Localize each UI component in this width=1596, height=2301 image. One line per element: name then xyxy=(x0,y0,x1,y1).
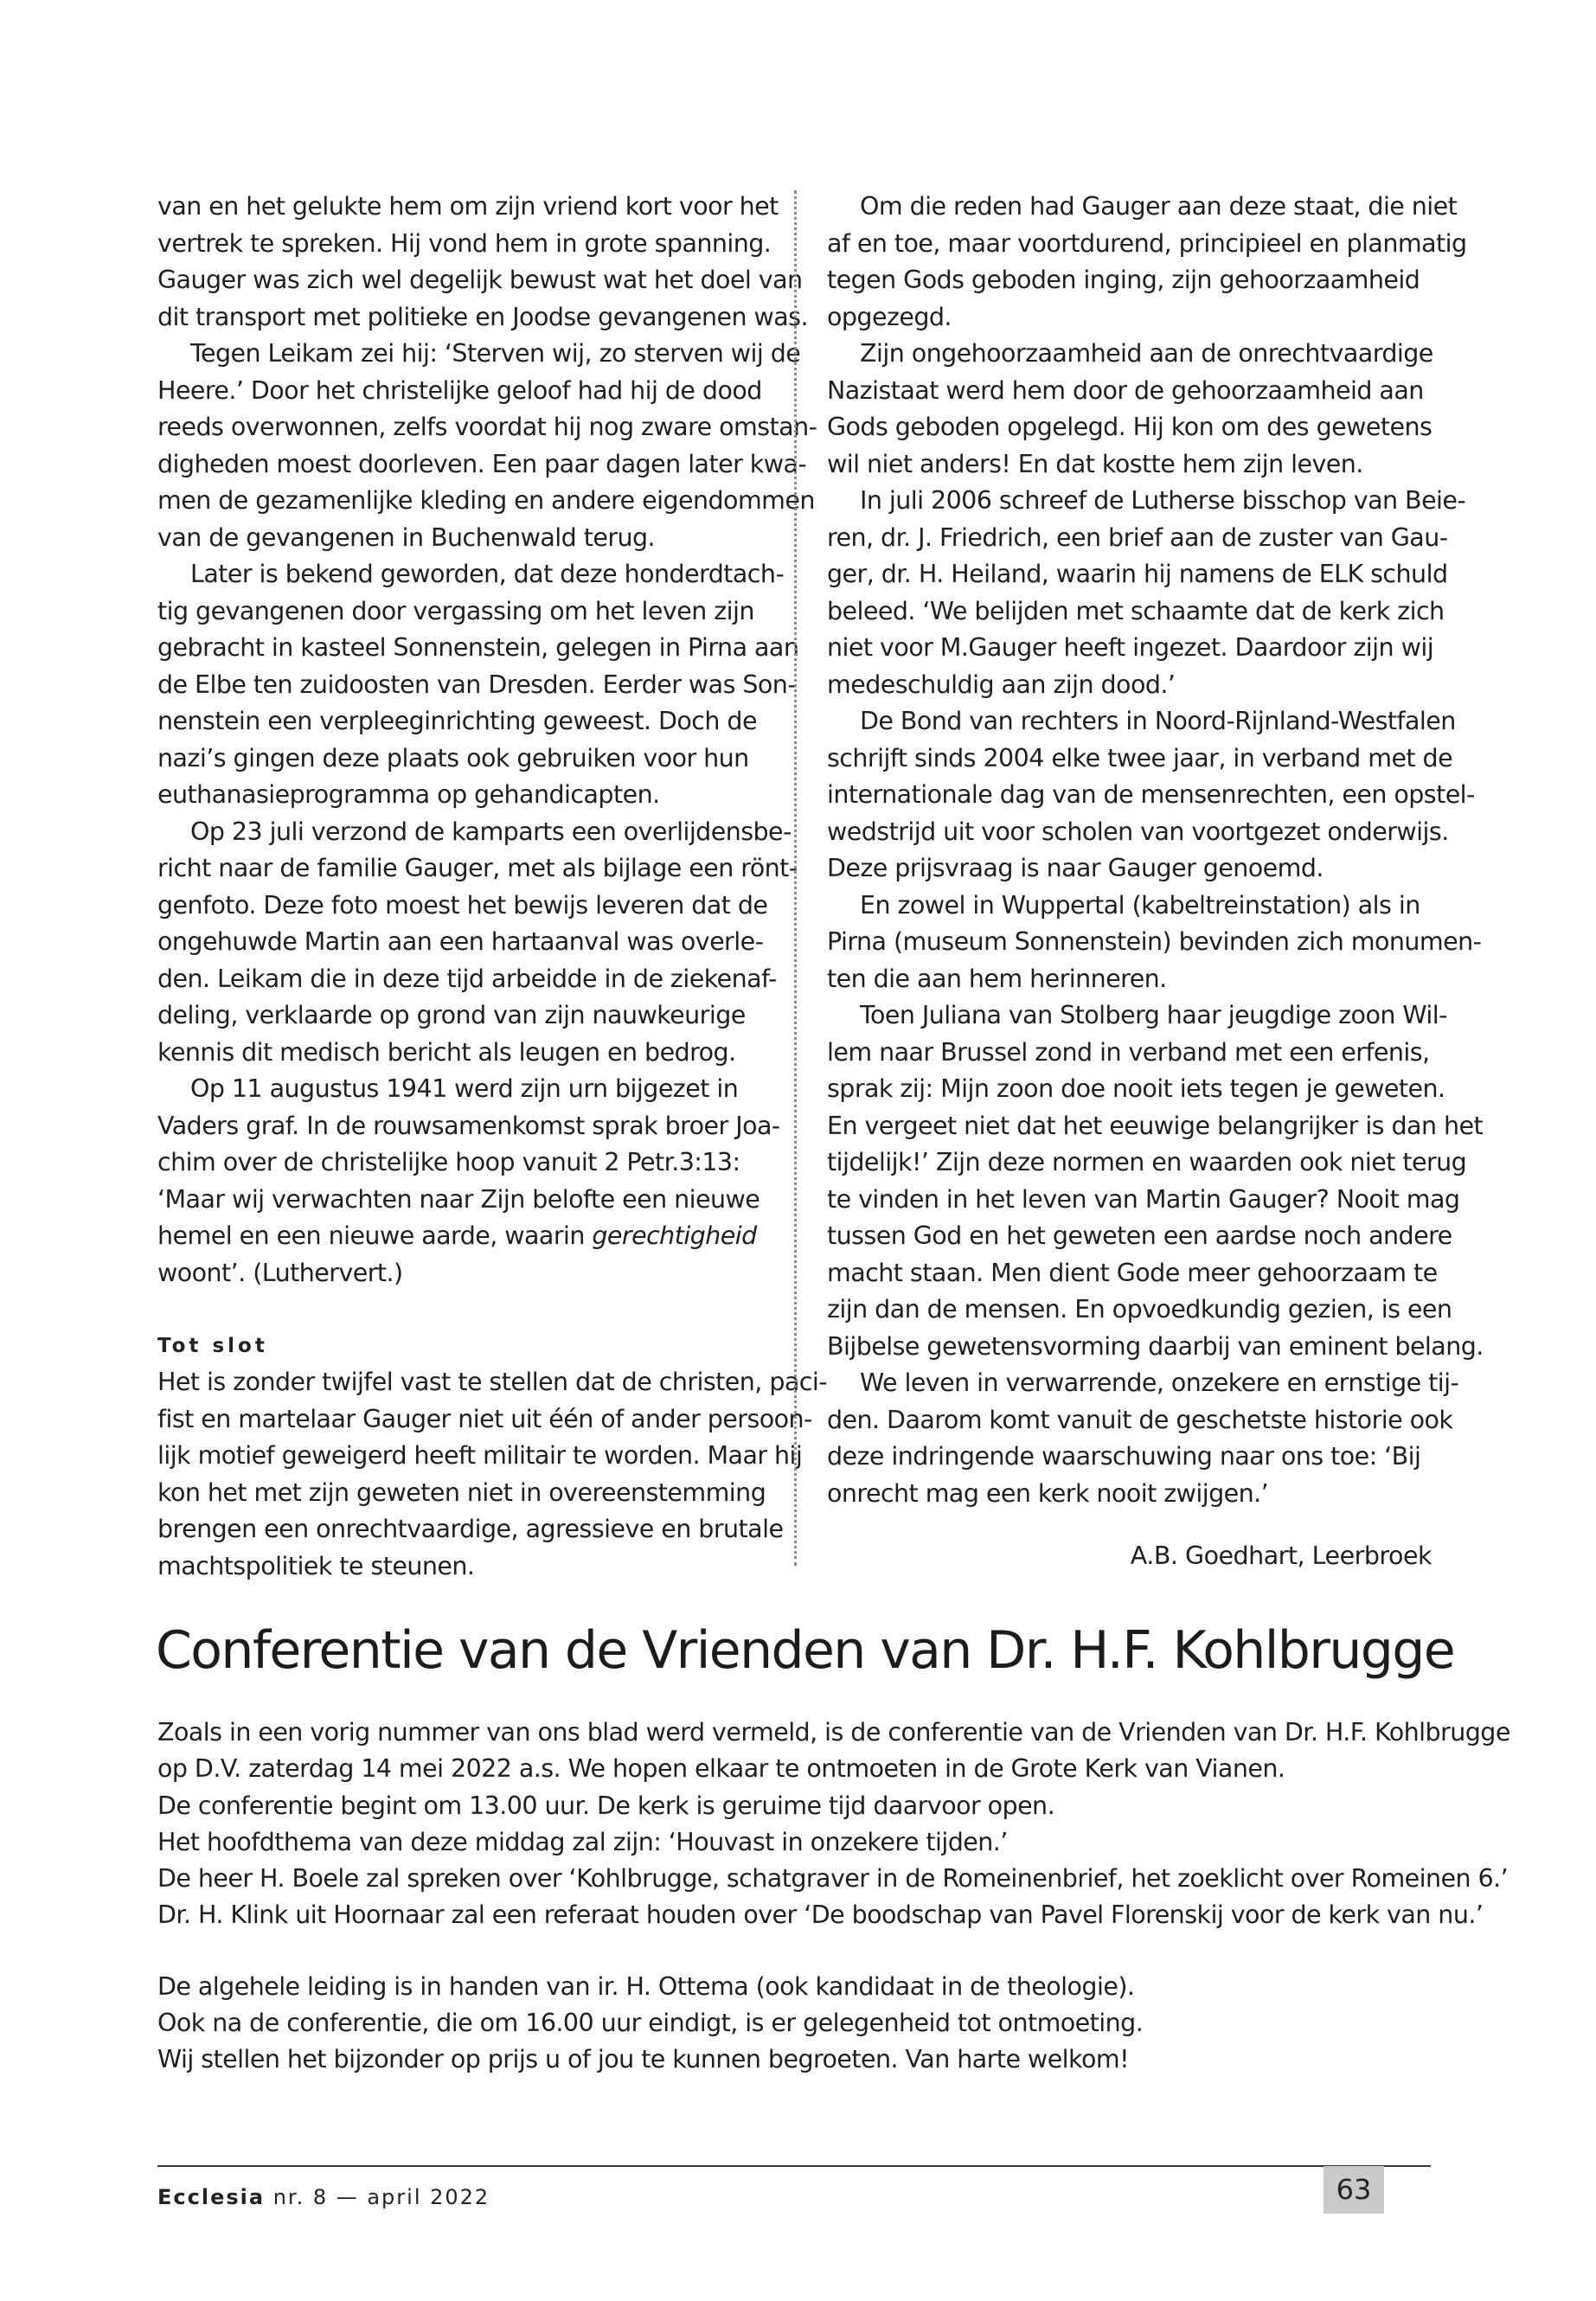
text-line: macht staan. Men dient Gode meer gehoorzaam te xyxy=(827,1258,1438,1287)
paragraph xyxy=(157,189,808,336)
text-line: Gauger was zich wel degelijk bewust wat het doel van xyxy=(157,266,803,294)
text-line: Later is bekend geworden, dat deze honderdtach- xyxy=(190,560,785,588)
text-line: Heere.’ Door het christelijke geloof had hij de dood xyxy=(157,375,762,405)
text-line: beleed. ‘We belijden met schaamte dat de kerk zich xyxy=(827,596,1445,625)
text-line: chim over de christelijke hoop vanuit 2 Petr.3:13: xyxy=(157,1148,740,1176)
text-line: Nazistaat werd hem door de gehoorzaamheid aan xyxy=(827,375,1424,405)
text-line: wil niet anders! En dat kostte hem zijn leven. xyxy=(827,449,1363,478)
text-line: zijn dan de mensen. En opvoedkundig gezien, is een xyxy=(827,1295,1452,1324)
text-line: Dr. H. Klink uit Hoornaar zal een referaat houden over ‘De boodschap van Pavel Florenskij voor de kerk van nu.’ xyxy=(157,1900,1484,1930)
text-line: Tegen Leikam zei hij: ‘Sterven wij, zo sterven wij de xyxy=(190,339,801,368)
text-line: opgezegd. xyxy=(827,302,952,331)
text-line: genfoto. Deze foto moest het bewijs leveren dat de xyxy=(157,890,768,920)
text-line: kon het met zijn geweten niet in overeenstemming xyxy=(157,1477,766,1507)
text-line: En zowel in Wuppertal (kabeltreinstation) als in xyxy=(860,890,1420,920)
text-line: Op 23 juli verzond de kamparts een overlijdensbe- xyxy=(190,817,792,846)
paragraph xyxy=(827,189,1467,336)
text-line: van de gevangenen in Buchenwald terug. xyxy=(157,522,656,552)
text-line: machtspolitiek te steunen. xyxy=(157,1551,475,1580)
text-line: Om die reden had Gauger aan deze staat, die niet xyxy=(860,192,1458,221)
text-line: Gods geboden opgelegd. Hij kon om des gewetens xyxy=(827,413,1433,441)
right-column xyxy=(827,189,1484,1512)
text-line: Toen Juliana van Stolberg haar jeugdige zoon Wil- xyxy=(860,1001,1447,1029)
paragraph xyxy=(157,1364,827,1585)
text-line: De heer H. Boele zal spreken over ‘Kohlbrugge, schatgraver in de Romeinenbrief, het zoeklicht over Romeinen 6.’ xyxy=(157,1864,1509,1894)
text-line: Op 11 augustus 1941 werd zijn urn bijgezet in xyxy=(190,1074,739,1103)
section-heading: Tot slot xyxy=(157,1335,268,1357)
paragraph xyxy=(157,1071,780,1292)
left-column xyxy=(157,189,827,1585)
paragraph xyxy=(157,814,798,1072)
footer-issue-info xyxy=(157,2185,490,2209)
paragraph xyxy=(827,703,1475,888)
text-line: Wij stellen het bijzonder op prijs u of jou te kunnen begroeten. Van harte welkom! xyxy=(157,2045,1129,2074)
text-line: tijdelijk!’ Zijn deze normen en waarden ook niet terug xyxy=(827,1148,1467,1176)
text-line: lijk motief geweigerd heeft militair te worden. Maar hij xyxy=(157,1441,803,1470)
text-line: de Elbe ten zuidoosten van Dresden. Eerder was Son- xyxy=(157,670,797,699)
conference-announcement xyxy=(157,1715,1510,2079)
text-line: nenstein een verpleeginrichting geweest. Doch de xyxy=(157,707,757,735)
text-line: Vaders graf. In de rouwsamenkomst sprak broer Joa- xyxy=(157,1111,780,1140)
text-line: We leven in verwarrende, onzekere en ernstige tij- xyxy=(860,1368,1459,1397)
issue-info: nr. 8 — april 2022 xyxy=(265,2185,490,2209)
text-line: af en toe, maar voortdurend, principieel en planmatig xyxy=(827,228,1467,258)
paragraph xyxy=(827,483,1466,703)
text-line: kennis dit medisch bericht als leugen en bedrog. xyxy=(157,1037,736,1067)
text-line: Zijn ongehoorzaamheid aan de onrechtvaardige xyxy=(860,339,1433,368)
paragraph xyxy=(157,556,799,814)
paragraph xyxy=(827,997,1484,1365)
text-line: Het is zonder twijfel vast te stellen dat de christen, paci- xyxy=(157,1368,827,1396)
text-line: ger, dr. H. Heiland, waarin hij namens de ELK schuld xyxy=(827,560,1448,588)
conference-title: Conferentie van de Vrienden van Dr. H.F. Kohlbrugge xyxy=(156,1620,1455,1681)
page-number: 63 xyxy=(1324,2166,1384,2214)
text-line: Het hoofdthema van deze middag zal zijn: ‘Houvast in onzekere tijden.’ xyxy=(157,1827,1008,1856)
paragraph xyxy=(157,336,817,556)
footer-rule xyxy=(157,2165,1431,2167)
text-line: men de gezamenlijke kleding en andere eigendommen xyxy=(157,486,815,515)
text-line: dit transport met politieke en Joodse gevangenen was. xyxy=(157,302,808,331)
text-line: op D.V. zaterdag 14 mei 2022 a.s. We hopen elkaar te ontmoeten in de Grote Kerk van Vianen. xyxy=(157,1754,1285,1784)
paragraph xyxy=(827,888,1482,998)
text-line: gebracht in kasteel Sonnenstein, gelegen in Pirna aan xyxy=(157,633,799,662)
text-line: deling, verklaarde op grond van zijn nauwkeurige xyxy=(157,1001,746,1029)
text-line: sprak zij: Mijn zoon doe nooit iets tegen je geweten. xyxy=(827,1074,1445,1103)
text-line: Pirna (museum Sonnenstein) bevinden zich monumen- xyxy=(827,927,1482,956)
text-line: reeds overwonnen, zelfs voordat hij nog zware omstan- xyxy=(157,413,817,441)
text-line: woont’. (Luthervert.) xyxy=(157,1258,403,1287)
paragraph xyxy=(827,336,1433,483)
text-line: ‘Maar wij verwachten naar Zijn belofte een nieuwe xyxy=(157,1184,760,1214)
text-line: Bijbelse gewetensvorming daarbij van eminent belang. xyxy=(827,1331,1484,1361)
text-line: De Bond van rechters in Noord-Rijnland-Westfalen xyxy=(860,707,1456,735)
text-line: tig gevangenen door vergassing om het leven zijn xyxy=(157,596,754,625)
text-line: De algehele leiding is in handen van ir. H. Ottema (ook kandidaat in de theologie). xyxy=(157,1971,1135,2001)
italic-text: gerechtigheid xyxy=(592,1221,757,1250)
text-line: den. Daarom komt vanuit de geschetste historie ook xyxy=(827,1405,1453,1434)
text-line: medeschuldig aan zijn dood.’ xyxy=(827,670,1176,699)
text-line: Ook na de conferentie, die om 16.00 uur eindigt, is er gelegenheid tot ontmoeting. xyxy=(157,2009,1144,2038)
text-line: internationale dag van de mensenrechten, een opstel- xyxy=(827,780,1475,809)
magazine-name: Ecclesia xyxy=(157,2185,266,2209)
column-divider xyxy=(794,190,797,1566)
text-line: niet voor M.Gauger heeft ingezet. Daardoor zijn wij xyxy=(827,633,1434,662)
text-line: ongehuwde Martin aan een hartaanval was overle- xyxy=(157,927,764,956)
author-signature: A.B. Goedhart, Leerbroek xyxy=(1130,1541,1432,1570)
text-line: euthanasieprogramma op gehandicapten. xyxy=(157,780,660,809)
text-line: te vinden in het leven van Martin Gauger? Nooit mag xyxy=(827,1184,1460,1214)
text-line: ren, dr. J. Friedrich, een brief aan de zuster van Gau- xyxy=(827,522,1448,552)
text-line: Deze prijsvraag is naar Gauger genoemd. xyxy=(827,854,1324,882)
text-line: De conferentie begint om 13.00 uur. De kerk is geruime tijd daarvoor open. xyxy=(157,1791,1055,1820)
text-line: tussen God en het geweten een aardse noch andere xyxy=(827,1221,1452,1250)
text-line: onrecht mag een kerk nooit zwijgen.’ xyxy=(827,1478,1269,1508)
text-line: brengen een onrechtvaardige, agressieve en brutale xyxy=(157,1515,784,1543)
text-line: digheden moest doorleven. Een paar dagen later kwa- xyxy=(157,449,807,478)
text-line: tegen Gods geboden inging, zijn gehoorzaamheid xyxy=(827,266,1420,294)
text-line: van en het gelukte hem om zijn vriend kort voor het xyxy=(157,192,779,221)
text-line: wedstrijd uit voor scholen van voortgezet onderwijs. xyxy=(827,817,1449,846)
text-line: deze indringende waarschuwing naar ons toe: ‘Bij xyxy=(827,1442,1421,1471)
text-fragment: hemel en een nieuwe aarde, waarin xyxy=(157,1221,593,1250)
text-line: En vergeet niet dat het eeuwige belangrijker is dan het xyxy=(827,1111,1484,1140)
text-line: In juli 2006 schreef de Lutherse bisschop van Beie- xyxy=(860,486,1466,515)
text-line: den. Leikam die in deze tijd arbeidde in de ziekenaf- xyxy=(157,964,777,993)
paragraph xyxy=(827,1365,1459,1512)
text-line: vertrek te spreken. Hij vond hem in grote spanning. xyxy=(157,228,772,258)
text-line: schrijft sinds 2004 elke twee jaar, in verband met de xyxy=(827,743,1453,772)
text-line xyxy=(157,1218,763,1255)
text-line: fist en martelaar Gauger niet uit één of ander persoon- xyxy=(157,1404,812,1433)
text-line: ten die aan hem herinneren. xyxy=(827,964,1167,993)
text-line: lem naar Brussel zond in verband met een erfenis, xyxy=(827,1037,1430,1067)
text-line: Zoals in een vorig nummer van ons blad werd vermeld, is de conferentie van de Vrienden van Dr. H.F. Kohlbrugge xyxy=(157,1718,1510,1747)
text-line: nazi’s gingen deze plaats ook gebruiken voor hun xyxy=(157,743,749,772)
text-line: richt naar de familie Gauger, met als bijlage een rönt- xyxy=(157,854,798,882)
